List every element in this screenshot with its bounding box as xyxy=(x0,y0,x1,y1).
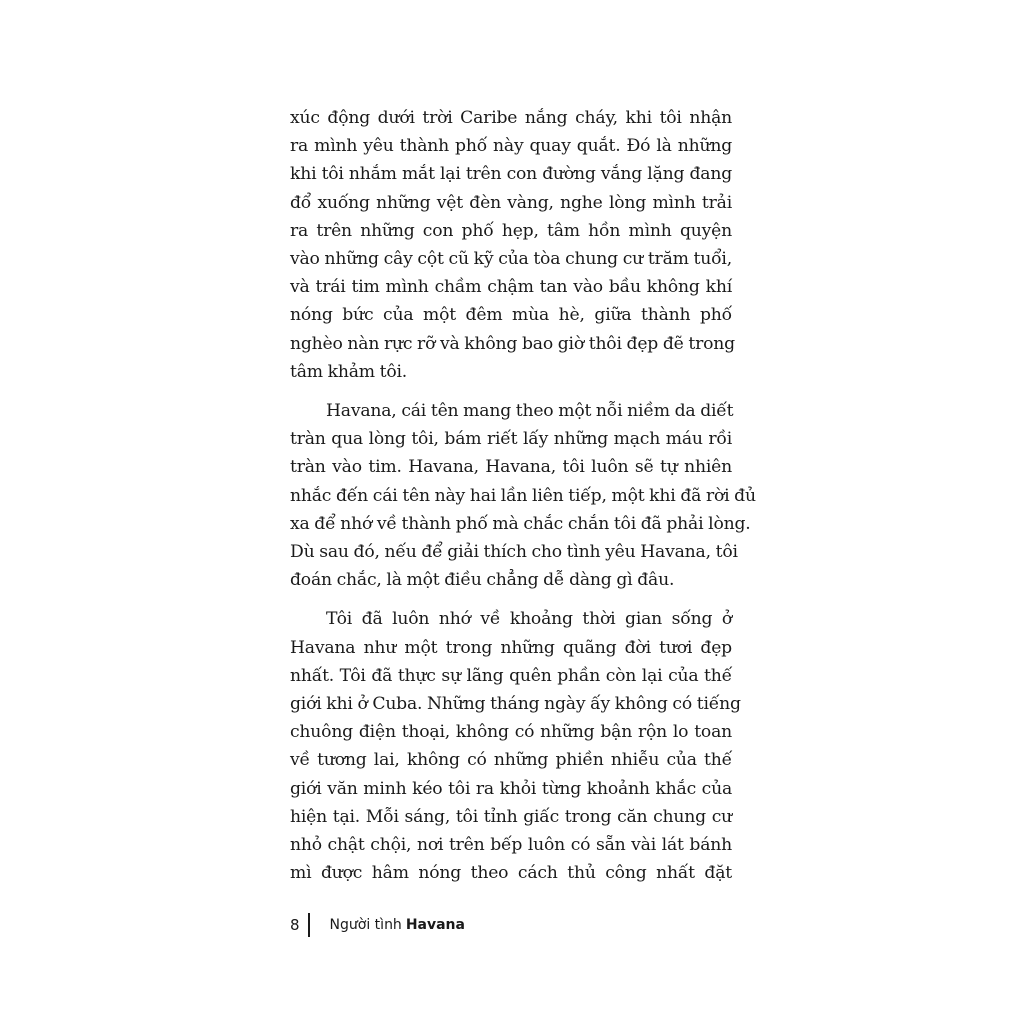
text-line: Havana như một trong những quãng đời tươi đẹp xyxy=(290,637,732,658)
text-line: giới khi ở Cuba. Những tháng ngày ấy không có tiếng xyxy=(290,694,741,715)
text-line: nóng bức của một đêm mùa hè, giữa thành phố xyxy=(290,305,732,326)
text-line: xa để nhớ về thành phố mà chắc chắn tôi đã phải lòng. xyxy=(290,513,751,534)
book-title-plain: Người tình xyxy=(329,917,402,933)
text-line: vào những cây cột cũ kỹ của tòa chung cư trăm tuổi, xyxy=(290,249,732,270)
page-footer xyxy=(290,912,465,938)
text-line: nghèo nàn rực rỡ và không bao giờ thôi đẹp đẽ trong xyxy=(290,333,735,354)
text-line: tràn qua lòng tôi, bám riết lấy những mạch máu rồi xyxy=(290,429,732,450)
text-line: về tương lai, không có những phiền nhiễu của thế xyxy=(290,750,732,771)
book-title-bold: Havana xyxy=(405,917,465,933)
text-line: ra trên những con phố hẹp, tâm hồn mình quyện xyxy=(290,220,732,241)
paragraph-2 xyxy=(290,397,756,594)
text-line: chuông điện thoại, không có những bận rộn lo toan xyxy=(290,722,732,743)
text-line: nhất. Tôi đã thực sự lãng quên phần còn lại của thế xyxy=(290,665,732,686)
text-line: và trái tim mình chầm chậm tan vào bầu không khí xyxy=(290,277,732,298)
text-line: Dù sau đó, nếu để giải thích cho tình yêu Havana, tôi xyxy=(290,542,738,563)
text-line: tràn vào tim. Havana, Havana, tôi luôn sẽ tự nhiên xyxy=(290,457,732,478)
text-line: giới văn minh kéo tôi ra khỏi từng khoảnh khắc của xyxy=(290,778,732,799)
text-line: mì được hâm nóng theo cách thủ công nhất đặt xyxy=(290,863,732,884)
page-number: 8 xyxy=(290,916,300,934)
page-body xyxy=(290,104,756,887)
footer-divider xyxy=(308,913,310,937)
text-line: hiện tại. Mỗi sáng, tôi tỉnh giấc trong căn chung cư xyxy=(290,806,732,827)
text-line: xúc động dưới trời Caribe nắng cháy, khi tôi nhận xyxy=(290,108,732,128)
text-line: Tôi đã luôn nhớ về khoảng thời gian sống ở xyxy=(326,609,732,630)
text-line: đoán chắc, là một điều chẳng dễ dàng gì đâu. xyxy=(290,570,675,591)
paragraph-3 xyxy=(290,605,741,887)
text-line: nhỏ chật chội, nơi trên bếp luôn có sẵn vài lát bánh xyxy=(290,835,732,856)
text-line: Havana, cái tên mang theo một nỗi niềm da diết xyxy=(326,401,734,422)
text-line: khi tôi nhắm mắt lại trên con đường vắng lặng đang xyxy=(290,164,732,185)
paragraph-1 xyxy=(290,104,735,386)
text-line: nhắc đến cái tên này hai lần liên tiếp, một khi đã rời đủ xyxy=(290,485,756,506)
text-line: ra mình yêu thành phố này quay quắt. Đó là những xyxy=(290,136,732,157)
text-line: tâm khảm tôi. xyxy=(290,361,408,382)
text-line: đổ xuống những vệt đèn vàng, nghe lòng mình trải xyxy=(290,192,732,213)
